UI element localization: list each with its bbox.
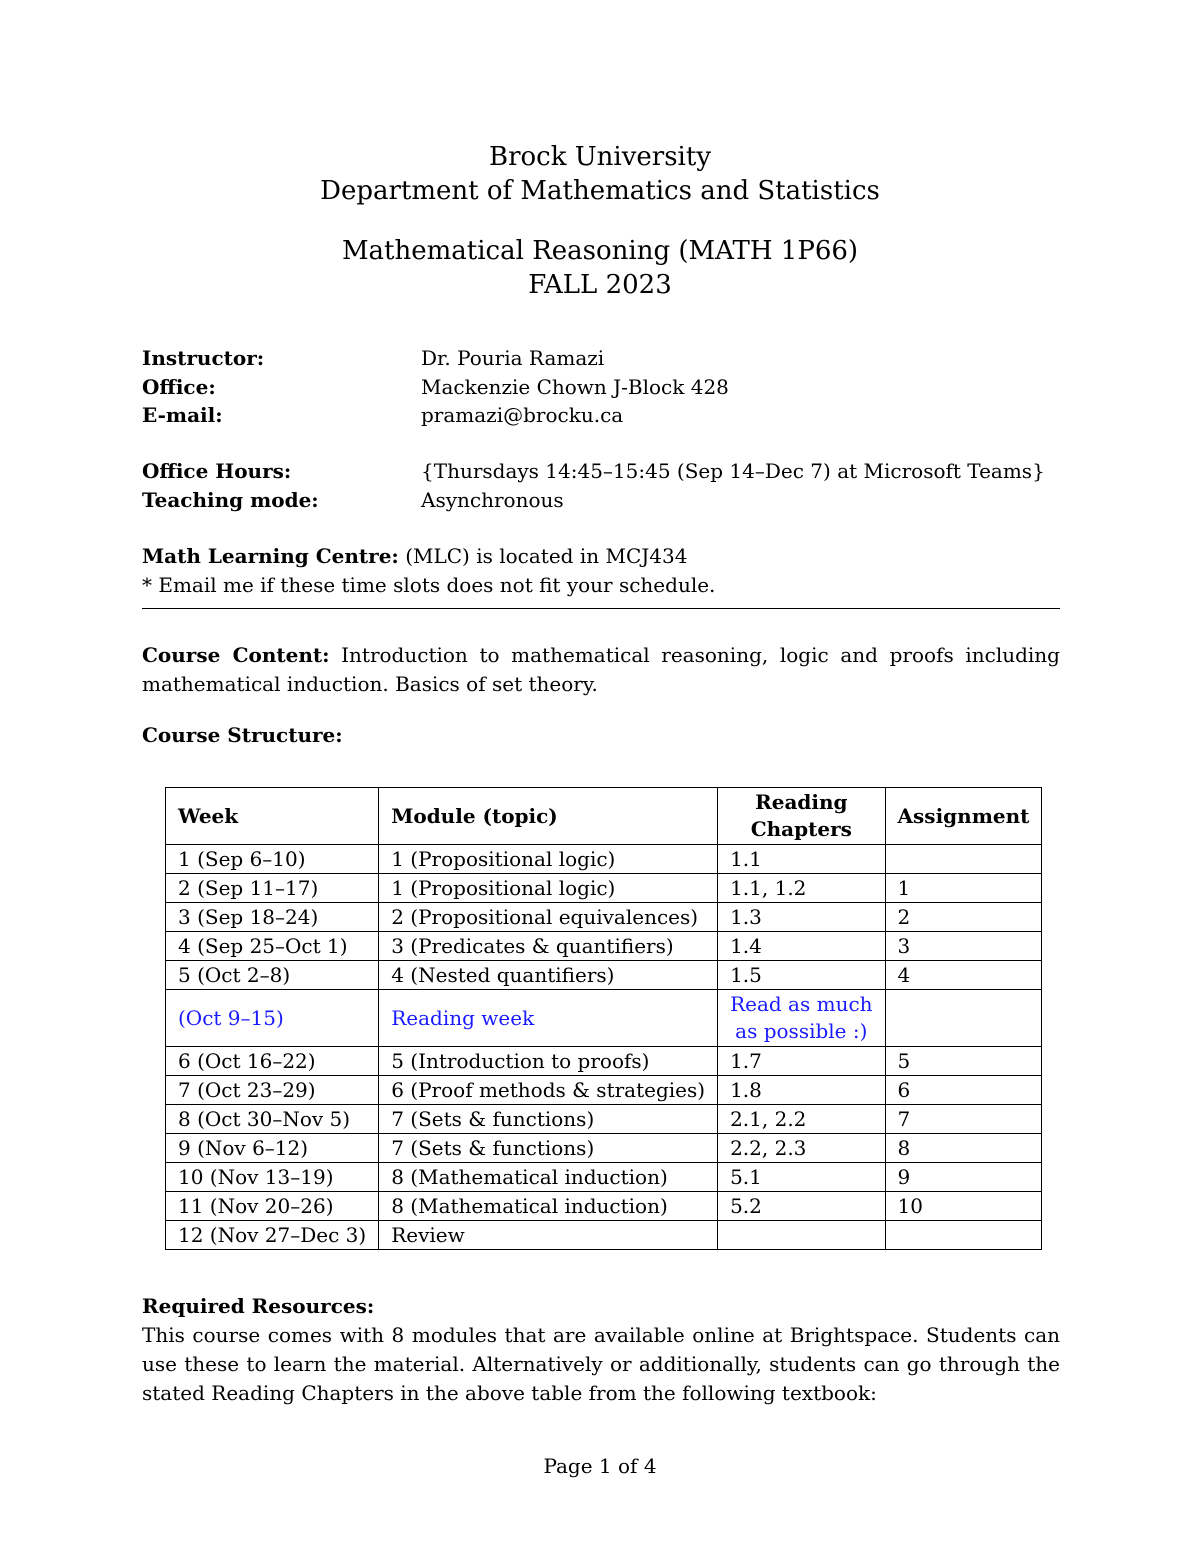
table-row (166, 1047, 1042, 1076)
table-row (166, 1105, 1042, 1134)
cell-assignment: 3 (885, 932, 1042, 961)
cell-reading: 2.2, 2.3 (718, 1134, 885, 1163)
cell-assignment: 1 (885, 874, 1042, 903)
email-label: E-mail: (142, 403, 223, 427)
cell-week: 5 (Oct 2–8) (166, 961, 379, 990)
cell-week: 2 (Sep 11–17) (166, 874, 379, 903)
cell-week: 9 (Nov 6–12) (166, 1134, 379, 1163)
cell-assignment: 10 (885, 1192, 1042, 1221)
office-hours-label: Office Hours: (142, 459, 292, 483)
course-content-text: Introduction to mathematical reasoning, logic and proofs including mathematical induction. Basics of set theory. (142, 643, 1060, 696)
cell-assignment: 9 (885, 1163, 1042, 1192)
cell-module: 2 (Propositional equivalences) (379, 903, 718, 932)
cell-module: 1 (Propositional logic) (379, 874, 718, 903)
cell-week: 4 (Sep 25–Oct 1) (166, 932, 379, 961)
reading-week-note-line2: as possible :) (735, 1019, 868, 1043)
cell-week: (Oct 9–15) (166, 990, 379, 1047)
cell-reading: 1.4 (718, 932, 885, 961)
header-module: Module (topic) (379, 788, 718, 845)
cell-reading: 1.1, 1.2 (718, 874, 885, 903)
table-row (166, 932, 1042, 961)
office-hours-value: {Thursdays 14:45–15:45 (Sep 14–Dec 7) at Microsoft Teams} (421, 459, 1045, 483)
cell-module: Reading week (379, 990, 718, 1047)
teaching-mode-value: Asynchronous (421, 487, 564, 512)
table-row (166, 1221, 1042, 1250)
cell-reading: 1.1 (718, 845, 885, 874)
title-block (0, 140, 1200, 208)
table-row (166, 961, 1042, 990)
cell-module: 3 (Predicates & quantifiers) (379, 932, 718, 961)
cell-week: 10 (Nov 13–19) (166, 1163, 379, 1192)
cell-reading (718, 990, 885, 1047)
table-row (166, 845, 1042, 874)
table-row (166, 1134, 1042, 1163)
cell-reading: 5.1 (718, 1163, 885, 1192)
cell-assignment (885, 845, 1042, 874)
header-reading-line2: Chapters (750, 817, 852, 841)
course-schedule-table (165, 787, 1042, 1250)
cell-reading: 1.8 (718, 1076, 885, 1105)
office-value: Mackenzie Chown J-Block 428 (421, 374, 729, 399)
table-row (166, 903, 1042, 932)
cell-week: 12 (Nov 27–Dec 3) (166, 1221, 379, 1250)
cell-assignment (885, 1221, 1042, 1250)
cell-module: 6 (Proof methods & strategies) (379, 1076, 718, 1105)
cell-module: 5 (Introduction to proofs) (379, 1047, 718, 1076)
cell-assignment: 6 (885, 1076, 1042, 1105)
email-value[interactable]: pramazi@brocku.ca (421, 403, 624, 427)
cell-week: 3 (Sep 18–24) (166, 903, 379, 932)
cell-module: 1 (Propositional logic) (379, 845, 718, 874)
cell-module: 7 (Sets & functions) (379, 1134, 718, 1163)
cell-assignment: 7 (885, 1105, 1042, 1134)
mlc-note: * Email me if these time slots does not fit your schedule. (142, 572, 716, 597)
cell-week: 8 (Oct 30–Nov 5) (166, 1105, 379, 1134)
cell-reading: 2.1, 2.2 (718, 1105, 885, 1134)
cell-module: Review (379, 1221, 718, 1250)
course-structure-heading: Course Structure: (142, 723, 343, 747)
course-title: Mathematical Reasoning (MATH 1P66) (341, 236, 859, 266)
cell-assignment: 5 (885, 1047, 1042, 1076)
cell-reading (718, 1221, 885, 1250)
table-row (166, 1192, 1042, 1221)
page-number: Page 1 of 4 (543, 1454, 657, 1478)
teaching-mode-label: Teaching mode: (142, 487, 319, 512)
cell-week: 6 (Oct 16–22) (166, 1047, 379, 1076)
header-reading-line1: Reading (755, 790, 848, 814)
table-row (166, 874, 1042, 903)
table-row (166, 1076, 1042, 1105)
required-resources-heading: Required Resources: (142, 1294, 375, 1318)
math-learning-centre (142, 542, 715, 599)
horizontal-rule (142, 608, 1060, 609)
cell-module: 8 (Mathematical induction) (379, 1163, 718, 1192)
course-term: FALL 2023 (528, 270, 672, 300)
header-assignment: Assignment (885, 788, 1042, 845)
instructor-label: Instructor: (142, 346, 265, 370)
cell-assignment: 8 (885, 1134, 1042, 1163)
cell-week: 1 (Sep 6–10) (166, 845, 379, 874)
course-content (142, 641, 1060, 699)
cell-reading: 1.7 (718, 1047, 885, 1076)
table-row (166, 1163, 1042, 1192)
cell-reading: 1.3 (718, 903, 885, 932)
table-header-row (166, 788, 1042, 845)
course-title-block (0, 234, 1200, 302)
required-resources-text: This course comes with 8 modules that are available online at Brightspace. Students can use these to learn the material. Alternatively or additionally, students can go through the stated Reading Chapters in the above table from the following textbook: (142, 1323, 1060, 1405)
mlc-label: Math Learning Centre: (142, 544, 399, 568)
cell-assignment: 2 (885, 903, 1042, 932)
department-name: Department of Mathematics and Statistics (320, 176, 880, 206)
header-week: Week (166, 788, 379, 845)
cell-reading: 5.2 (718, 1192, 885, 1221)
office-label: Office: (142, 374, 216, 399)
cell-week: 11 (Nov 20–26) (166, 1192, 379, 1221)
cell-week: 7 (Oct 23–29) (166, 1076, 379, 1105)
cell-assignment: 4 (885, 961, 1042, 990)
cell-module: 8 (Mathematical induction) (379, 1192, 718, 1221)
instructor-value: Dr. Pouria Ramazi (421, 346, 605, 370)
reading-week-row (166, 990, 1042, 1047)
cell-assignment (885, 990, 1042, 1047)
reading-week-note-line1: Read as much (730, 992, 873, 1016)
cell-module: 7 (Sets & functions) (379, 1105, 718, 1134)
cell-module: 4 (Nested quantifiers) (379, 961, 718, 990)
header-reading (718, 788, 885, 845)
cell-reading: 1.5 (718, 961, 885, 990)
university-name: Brock University (488, 142, 712, 172)
course-content-label: Course Content: (142, 643, 330, 667)
mlc-text: (MLC) is located in MCJ434 (405, 544, 688, 568)
